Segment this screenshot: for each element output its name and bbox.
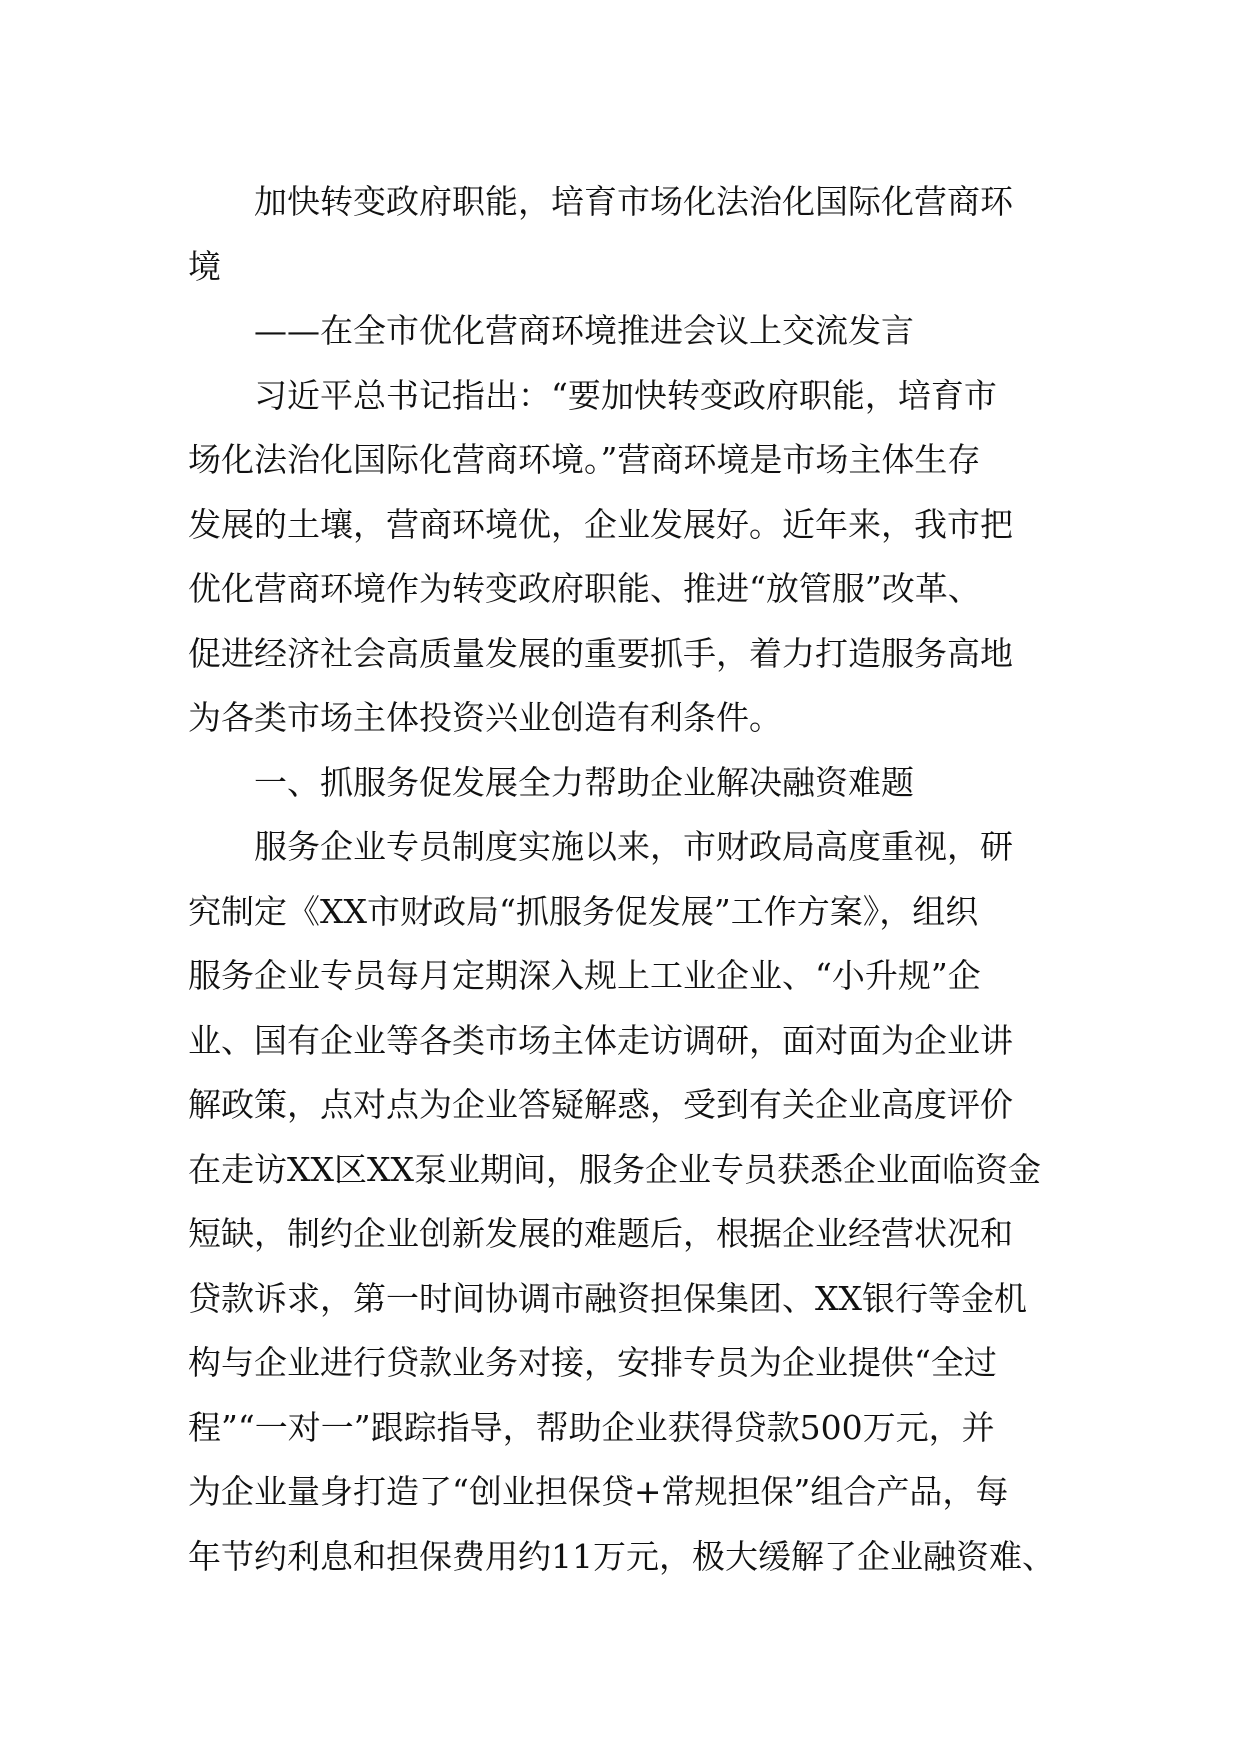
paragraph-1-line-3: 发展的土壤，营商环境优，企业发展好。近年来，我市把 <box>188 504 1013 544</box>
paragraph-2-line-11: 为企业量身打造了“创业担保贷+常规担保”组合产品，每 <box>188 1472 1009 1511</box>
paragraph-2-line-12: 年节约利息和担保费用约11万元，极大缓解了企业融资难、 <box>188 1536 1055 1576</box>
paragraph-2-line-4: 业、国有企业等各类市场主体走访调研，面对面为企业讲 <box>188 1020 1013 1060</box>
paragraph-2-line-2: 究制定《XX市财政局“抓服务促发展”工作方案》，组织 <box>188 891 979 931</box>
paragraph-1-line-5: 促进经济社会高质量发展的重要抓手，着力打造服务高地 <box>188 633 1013 673</box>
paragraph-1-line-4: 优化营商环境作为转变政府职能、推进“放管服”改革、 <box>188 569 981 608</box>
document-body <box>188 170 1058 1589</box>
paragraph-2-line-10: 程”“一对一”跟踪指导，帮助企业获得贷款500万元，并 <box>188 1407 995 1447</box>
paragraph-1-line-1: 习近平总书记指出：“要加快转变政府职能，培育市 <box>254 375 997 415</box>
paragraph-2-line-6: 在走访XX区XX泵业期间，服务企业专员获悉企业面临资金 <box>188 1149 1041 1189</box>
paragraph-2-line-9: 构与企业进行贷款业务对接，安排专员为企业提供“全过 <box>188 1343 997 1382</box>
paragraph-2-line-5: 解政策，点对点为企业答疑解惑，受到有关企业高度评价 <box>188 1085 1013 1124</box>
title-line-2: 境 <box>188 246 221 286</box>
subtitle-line: ——在全市优化营商环境推进会议上交流发言 <box>254 311 914 350</box>
paragraph-1-line-2: 场化法治化国际化营商环境。”营商环境是市场主体生存 <box>188 440 981 479</box>
paragraph-2-line-8: 贷款诉求，第一时间协调市融资担保集团、XX银行等金机 <box>188 1278 1027 1318</box>
paragraph-2-line-1: 服务企业专员制度实施以来，市财政局高度重视，研 <box>254 827 1013 866</box>
paragraph-2-line-7: 短缺，制约企业创新发展的难题后，根据企业经营状况和 <box>188 1214 1013 1253</box>
title-line-1: 加快转变政府职能，培育市场化法治化国际化营商环 <box>254 182 1013 221</box>
section-heading-1: 一、抓服务促发展全力帮助企业解决融资难题 <box>254 762 914 802</box>
paragraph-1-line-6: 为各类市场主体投资兴业创造有利条件。 <box>188 698 782 737</box>
paragraph-2-line-3: 服务企业专员每月定期深入规上工业企业、“小升规”企 <box>188 956 981 995</box>
